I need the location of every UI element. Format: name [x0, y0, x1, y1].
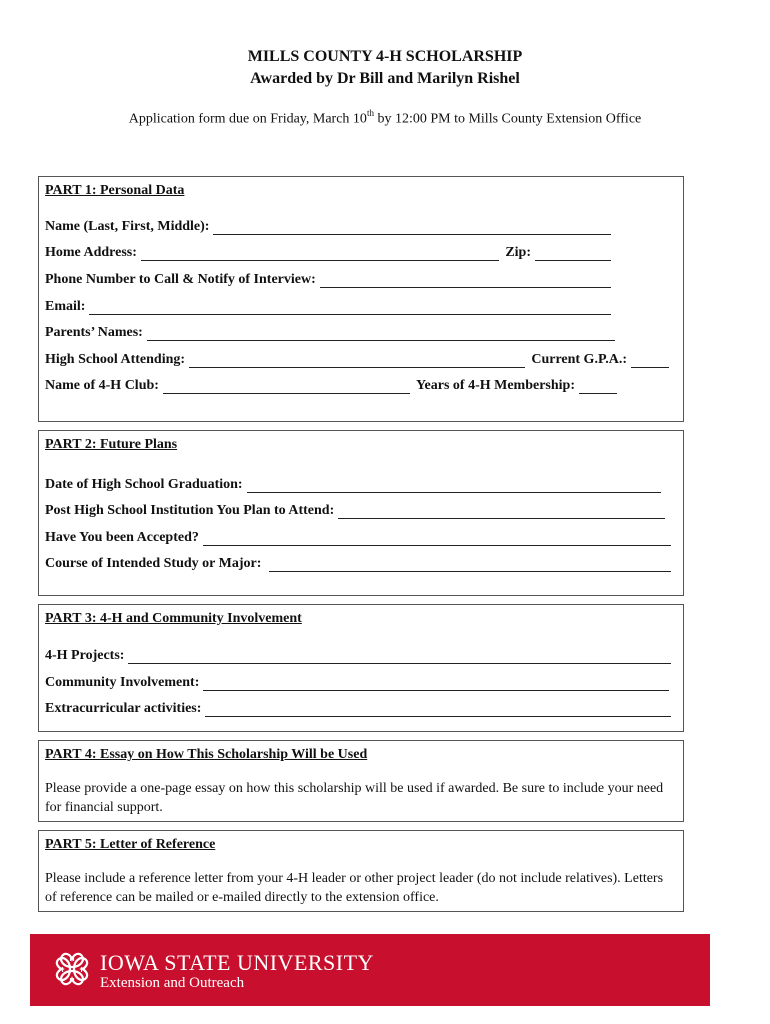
extension-outreach-label: Extension and Outreach [100, 975, 245, 991]
due-date-ordinal: th [366, 108, 374, 118]
phone-row [45, 268, 611, 288]
years-membership-label: Years of 4-H Membership: [415, 378, 575, 393]
major-row [45, 552, 671, 572]
zip-label: Zip: [505, 245, 531, 260]
extracurricular-field[interactable] [205, 702, 671, 717]
due-date-destination: by 12:00 PM to Mills County Extension Office [373, 111, 642, 127]
graduation-date-label: Date of High School Graduation: [45, 477, 243, 492]
accepted-row [45, 526, 671, 546]
community-involvement-label: Community Involvement: [45, 675, 200, 690]
major-field[interactable] [269, 557, 671, 572]
part1-title: PART 1: Personal Data [45, 183, 185, 198]
essay-instructions: Please provide a one-page essay on how this scholarship will be used if awarded. Be sure to include your need for financial support. [45, 781, 664, 815]
four-h-clover-icon [50, 947, 94, 991]
svg-text:H: H [69, 956, 75, 963]
high-school-label: High School Attending: [45, 352, 186, 367]
projects-field[interactable] [128, 649, 671, 664]
club-name-label: Name of 4-H Club: [45, 378, 159, 393]
reference-instructions: Please include a reference letter from your 4-H leader or other project leader (do not include relatives). Letters of reference can be mailed or e-mailed directly to the extension office. [45, 871, 664, 905]
part3-title: PART 3: 4-H and Community Involvement [45, 611, 302, 626]
home-address-field[interactable] [141, 246, 499, 261]
gpa-field[interactable] [631, 353, 669, 368]
parents-row [45, 321, 615, 341]
high-school-field[interactable] [189, 353, 525, 368]
institution-row [45, 499, 665, 519]
part5-reference-section [38, 830, 684, 912]
address-row [45, 241, 611, 261]
phone-field[interactable] [320, 273, 611, 288]
name-field[interactable] [213, 220, 611, 235]
extracurricular-label: Extracurricular activities: [45, 701, 202, 716]
high-school-row [45, 348, 669, 368]
form-subtitle: Awarded by Dr Bill and Marilyn Rishel [250, 70, 520, 87]
phone-label: Phone Number to Call & Notify of Interview: [45, 272, 316, 287]
graduation-date-field[interactable] [247, 478, 661, 493]
part3-involvement-section [38, 604, 684, 732]
accepted-field[interactable] [203, 531, 671, 546]
university-name: IOWA STATE UNIVERSITY [100, 950, 374, 975]
community-involvement-field[interactable] [203, 676, 669, 691]
email-field[interactable] [89, 300, 611, 315]
part2-title: PART 2: Future Plans [45, 437, 178, 452]
part1-personal-data-section [38, 176, 684, 422]
home-address-label: Home Address: [45, 245, 137, 260]
form-title: MILLS COUNTY 4-H SCHOLARSHIP [247, 48, 523, 65]
university-footer-banner [30, 934, 710, 1006]
community-row [45, 671, 669, 691]
zip-field[interactable] [535, 246, 611, 261]
email-row [45, 295, 611, 315]
parents-names-field[interactable] [147, 326, 615, 341]
accepted-label: Have You been Accepted? [45, 530, 199, 545]
institution-label: Post High School Institution You Plan to Attend: [45, 503, 335, 518]
part4-essay-section [38, 740, 684, 822]
club-row [45, 374, 617, 394]
name-row [45, 215, 611, 235]
email-label: Email: [45, 299, 86, 314]
parents-names-label: Parents’ Names: [45, 325, 143, 340]
due-date-text: Application form due on Friday, March 10 [128, 111, 367, 127]
svg-text:H: H [58, 967, 64, 974]
years-membership-field[interactable] [579, 379, 617, 394]
projects-row [45, 644, 671, 664]
graduation-row [45, 473, 661, 493]
institution-field[interactable] [338, 504, 665, 519]
projects-label: 4-H Projects: [45, 648, 125, 663]
gpa-label: Current G.P.A.: [531, 352, 627, 367]
part5-title: PART 5: Letter of Reference [45, 837, 216, 852]
club-name-field[interactable] [163, 379, 410, 394]
name-label: Name (Last, First, Middle): [45, 219, 210, 234]
svg-text:H: H [69, 978, 75, 985]
svg-text:H: H [80, 967, 86, 974]
due-date-notice [0, 109, 770, 128]
part2-future-plans-section [38, 430, 684, 596]
major-label: Course of Intended Study or Major: [45, 556, 262, 571]
part4-title: PART 4: Essay on How This Scholarship Will be Used [45, 747, 368, 762]
extracurricular-row [45, 697, 671, 717]
